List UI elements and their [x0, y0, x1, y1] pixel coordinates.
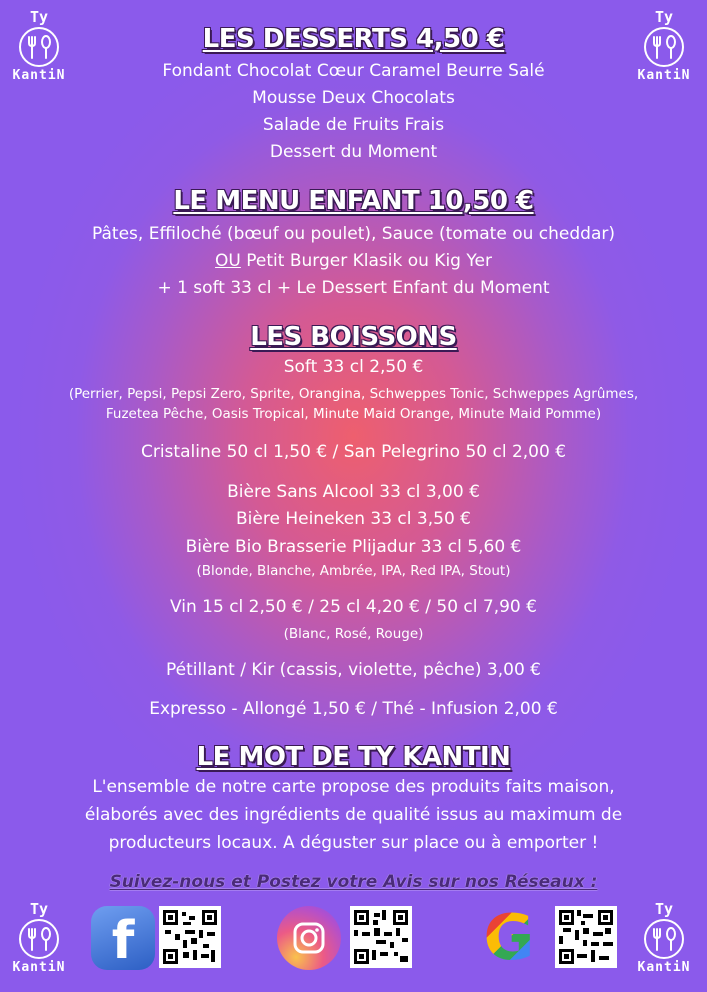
- drink-wine-types: (Blanc, Rosé, Rouge): [283, 626, 424, 642]
- qr-code-icon: [354, 910, 408, 964]
- logo-bottom-right: [631, 900, 697, 980]
- qr-code-icon: [559, 910, 613, 964]
- drinks-title: LES BOISSONS: [250, 322, 457, 352]
- drink-water: Cristaline 50 cl 1,50 € / San Pelegrino 50 cl 2,00 €: [140, 442, 567, 462]
- dessert-item: Mousse Deux Chocolats: [252, 88, 455, 108]
- word-line: producteurs locaux. A déguster sur place ou à emporter !: [108, 833, 599, 853]
- drink-beer-types: (Blonde, Blanche, Ambrée, IPA, Red IPA, Stout): [196, 563, 511, 579]
- cutlery-icon: [643, 918, 685, 960]
- camera-icon: [277, 906, 341, 970]
- facebook-glyph: f: [111, 911, 135, 971]
- drink-sparkling: Pétillant / Kir (cassis, violette, pêche) 3,00 €: [166, 660, 541, 680]
- drink-soft-list: (Perrier, Pepsi, Pepsi Zero, Sprite, Orangina, Schweppes Tonic, Schweppes Agrûmes,: [68, 386, 639, 402]
- logo-bottom-left: [6, 900, 72, 980]
- drink-soft-list: Fuzetea Pêche, Oasis Tropical, Minute Maid Orange, Minute Maid Pomme): [105, 406, 602, 422]
- logo-text-ty: Ty: [29, 900, 49, 918]
- logo-text-kantin: KantiN: [12, 68, 66, 83]
- facebook-icon[interactable]: [91, 906, 155, 970]
- google-glyph: G: [483, 901, 535, 974]
- logo-text-kantin: KantiN: [12, 960, 66, 975]
- logo-text-kantin: KantiN: [637, 68, 691, 83]
- dessert-item: Salade de Fruits Frais: [262, 115, 445, 135]
- drink-coffee: Expresso - Allongé 1,50 € / Thé - Infusion 2,00 €: [149, 699, 558, 719]
- drink-wine: Vin 15 cl 2,50 € / 25 cl 4,20 € / 50 cl 7,90 €: [170, 597, 537, 617]
- kids-menu-title: LE MENU ENFANT 10,50 €: [173, 186, 534, 216]
- facebook-qr-code[interactable]: [159, 906, 221, 968]
- kids-menu-line: [0, 250, 707, 272]
- logo-text-ty: Ty: [654, 8, 674, 26]
- kids-menu-or: OU: [215, 251, 241, 271]
- cutlery-icon: [18, 918, 60, 960]
- logo-text-ty: Ty: [29, 8, 49, 26]
- kids-menu-line: + 1 soft 33 cl + Le Dessert Enfant du Moment: [157, 278, 550, 298]
- instagram-qr-code[interactable]: [350, 906, 412, 968]
- kids-menu-line: Pâtes, Effiloché (bœuf ou poulet), Sauce (tomate ou cheddar): [92, 224, 615, 244]
- kids-menu-line-rest: Petit Burger Klasik ou Kig Yer: [240, 251, 492, 271]
- desserts-title: LES DESSERTS 4,50 €: [202, 24, 505, 54]
- google-qr-code[interactable]: [555, 906, 617, 968]
- logo-text-ty: Ty: [654, 900, 674, 918]
- dessert-item: Fondant Chocolat Cœur Caramel Beurre Salé: [162, 61, 545, 81]
- word-line: L'ensemble de notre carte propose des produits faits maison,: [92, 777, 615, 797]
- word-line: élaborés avec des ingrédients de qualité issus au maximum de: [84, 805, 623, 825]
- follow-us-text: Suivez-nous et Postez votre Avis sur nos Réseaux :: [109, 872, 598, 892]
- drink-beer: Bière Bio Brasserie Plijadur 33 cl 5,60 €: [185, 537, 522, 557]
- google-icon[interactable]: [477, 901, 541, 974]
- drink-soft: Soft 33 cl 2,50 €: [283, 357, 424, 377]
- dessert-item: Dessert du Moment: [269, 142, 438, 162]
- instagram-icon[interactable]: [277, 906, 341, 970]
- logo-text-kantin: KantiN: [637, 960, 691, 975]
- drink-beer: Bière Sans Alcool 33 cl 3,00 €: [227, 482, 480, 502]
- qr-code-icon: [163, 910, 217, 964]
- word-title: LE MOT DE TY KANTIN: [196, 742, 511, 772]
- drink-beer: Bière Heineken 33 cl 3,50 €: [236, 509, 471, 529]
